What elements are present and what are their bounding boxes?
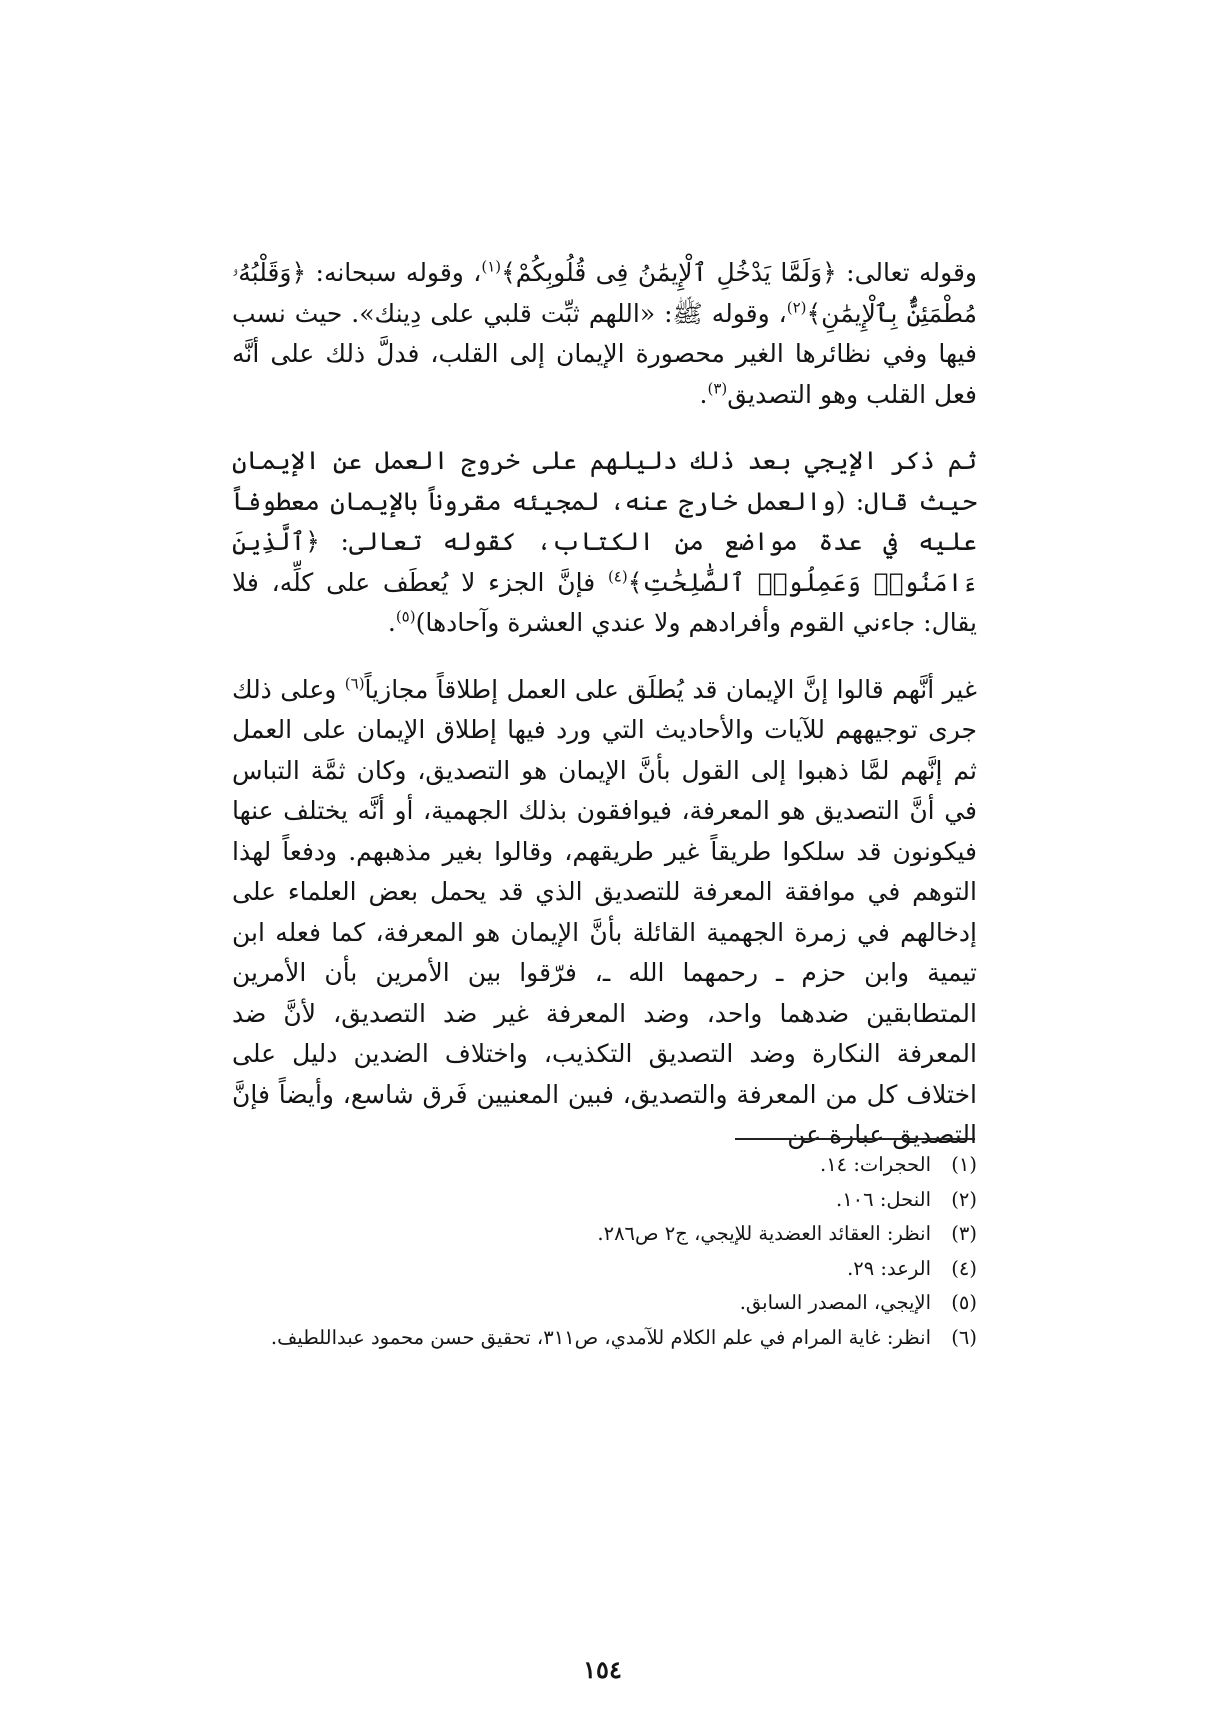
footnote-text: الحجرات: ١٤. [820, 1153, 931, 1176]
footnote-number: (٢) [951, 1187, 977, 1211]
paragraph-2: ثم ذكر الإيجي بعد ذلك دليلهم على خروج العمل عن الإيمان حيث قال: (والعمل خارج عنه، لمجيئه مقروناً بالإيمان معطوفاً عليه في عدة مواضع من الكتاب، كقوله تعالى: ﴿ٱلَّذِينَ ءَامَنُوا۟ وَعَمِلُوا۟ ٱلصَّٰلِحَٰتِ﴾$^{(٤)}$ فإنَّ الجزء لا يُعطَف على كلِّه، فلا يقال: جاءني القوم وأفرادهم ولا عندي العشرة وآحادها)$^{(٥)}$. [232, 446, 977, 637]
footnote-ref: (٥) [395, 607, 416, 626]
paragraph-1: وقوله تعالى: ﴿وَلَمَّا يَدْخُلِ ٱلْإِيمَٰنُ فِى قُلُوبِكُمْ﴾$^{(١)}$، وقوله سبحانه: ﴿وَقَلْبُهُۥ مُطْمَئِنٌّۢ بِٱلْإِيمَٰنِ﴾$^{(٢)}$، وقوله ﷺ: «اللهم ثبِّت قلبي على دِينك». حيث نسب فيها وفي نظائرها الغير محصورة الإيمان إلى القلب، فدلَّ ذلك على أنَّه فعل القلب وهو التصديق$^{(٣)}$. [232, 257, 978, 409]
paragraph-3: غير أنَّهم قالوا إنَّ الإيمان قد يُطلَق على العمل إطلاقاً مجازياً$^{(٦)}$ وعلى ذلك جرى توجيههم للآيات والأحاديث التي ورد فيها إطلاق الإيمان على العمل ثم إنَّهم لمَّا ذهبوا إلى القول بأنَّ الإيمان هو التصديق، وكان ثمَّة التباس في أنَّ التصديق هو المعرفة، فيوافقون بذلك الجهمية، أو أنَّه يختلف عنها فيكونون قد سلكوا طريقاً غير طريقهم، وقالوا بغير مذهبهم. ودفعاً لهذا التوهم في موافقة المعرفة للتصديق الذي قد يحمل بعض العلماء على إدخالهم في زمرة الجهمية القائلة بأنَّ الإيمان هو المعرفة، كما فعله ابن تيمية وابن حزم ـ رحمهما الله ـ، فرّقوا بين الأمرين بأن الأمرين المتطابقين ضدهما واحد، وضد المعرفة غير ضد التصديق، لأنَّ ضد المعرفة النكارة وضد التصديق التكذيب، واختلاف الضدين دليل على اختلاف كل من المعرفة والتصديق، فبين المعنيين فَرق شاسع، وأيضاً فإنَّ التصديق عبارة عن [232, 674, 977, 1149]
footnote-text: الرعد: ٢٩. [847, 1256, 931, 1280]
main-text [232, 253, 977, 1156]
footnote-separator [735, 1138, 975, 1140]
footnote-ref: (٢) [786, 298, 807, 317]
footnote-number: (٥) [951, 1291, 977, 1314]
footnotes [232, 1148, 977, 1355]
footnote-ref: (٤) [607, 567, 628, 586]
footnote-number: (٣) [951, 1222, 977, 1245]
footnote-number: (٦) [951, 1325, 977, 1349]
footnote-number: (١) [951, 1153, 977, 1176]
footnote-ref: (١) [481, 257, 502, 276]
footnote-item [232, 1252, 977, 1287]
page-number: ١٥٤ [583, 1655, 622, 1684]
footnote-text: انظر: غاية المرام في علم الكلام للآمدي، ص٣١١، تحقيق حسن محمود عبداللطيف. [270, 1325, 931, 1349]
footnote-ref: (٦) [344, 674, 365, 693]
footnote-item [232, 1183, 977, 1218]
footnote-item [232, 1217, 977, 1252]
footnote-item [232, 1321, 977, 1356]
footnote-ref: (٣) [707, 379, 728, 398]
footnote-item [232, 1148, 977, 1183]
footnote-item [232, 1286, 977, 1321]
footnote-text: الإيجي، المصدر السابق. [739, 1291, 931, 1314]
footnote-number: (٤) [951, 1256, 977, 1280]
footnote-text: النحل: ١٠٦. [836, 1187, 931, 1211]
footnote-text: انظر: العقائد العضدية للإيجي، ج٢ ص٢٨٦. [597, 1222, 931, 1245]
